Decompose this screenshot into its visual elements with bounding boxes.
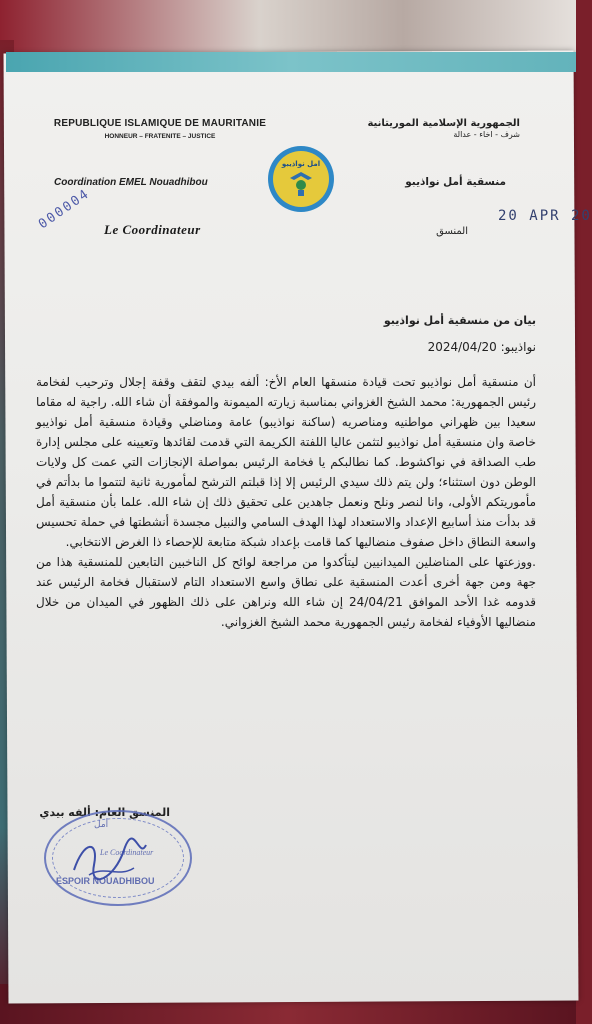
seal-bottom-text: ESPOIR NOUADHIBOU [56,876,155,886]
french-header-country: REPUBLIQUE ISLAMIQUE DE MAURITANIE [53,118,267,129]
seal-arabic-text: أمل [94,820,109,830]
french-header-motto: HONNEUR – FRATENITE – JUSTICE [104,133,216,140]
statement-title: بيان من منسقية أمل نواذيبو [383,314,536,327]
arabic-header-motto: شرف - اخاء - عدالة [453,130,520,139]
signer-name: المنسق العام: ألفه بيدي [39,806,170,819]
coordinateur-french: Le Coordinateur [104,222,201,237]
date-stamp: 20 APR 20 [498,208,592,224]
body-paragraph-2: .ووزعتها على المناضلين الميدانيين ليتأكدوا من مراجعة لوائح كل الناخبين التابعين للمنسقية هذا من جهة ومن جهة أخرى أعدت المنسقية على نطاق واسع الاستعداد التام لاستقبال فخامة الرئيس عند قدومه غدا الأحد الموافق 24/04/21 إن شاء الله ونراهن على ذلك الظهور في الميدان من خلال منضاليها الأوفياء لفخامة رئيس الجمهورية محمد الشيخ الغزواني. [36,555,537,629]
statement-body [36,372,536,632]
body-paragraph-1: أن منسقية أمل نواذيبو تحت قيادة منسقها العام الأخ: ألفه بيدي لتقف وقفة إجلال وترحيب لفخامة رئيس الجمهورية: محمد الشيخ الغزواني بمناسبة زيارته الميمونة والموفقة أن شاء الله. راجية له مقاما سعيدا بين ظهراني مواطنيه ومناصريه (ساكنة نواذيبو) عامة ومناضلي وقيادة منسقية أمل نواذيبو خاصة وان منسقية أمل نواذيبو لتثمن عاليا اللفتة الكريمة التي قدمت لقائدها وتعيينه على مجلس إدارة طب الصداقة في نواكشوط. كما نطالبكم يا فخامة الرئيس بمواصلة الإنجازات التي عمت كل ولايات الوطن دون استثناء؛ ولن يتم ذلك سيدي الرئيس إلا إذا قبلتم الترشح لمأمورية ثانية لتتموا ما بدأتم في مأموريتكم الأولى، وانا لنصر ونلح ونعمل جاهدين على تحقيق ذلك إن شاء الله. علما بأن منسقية أمل قد بدأت منذ أسابيع الإعداد والاستعداد لهذا الهدف السامي والنبيل مجسدة أنشطتها في حملة تحسيس واسعة النطاق داخل صفوف منضاليها كما قامت بإعداد شبكة متابعة للإحصاء ذا الغرض الانتخابي. [36,375,536,549]
statement-date: نواذيبو: 2024/04/20 [427,340,536,354]
arabic-header-country: الجمهورية الإسلامية الموريتانية [367,118,520,129]
logo-inner [273,151,329,207]
coordinateur-arabic: المنسق [436,226,468,237]
logo-text: امل نواذيبو [281,160,321,168]
seal-middle-text: Le Coordinateur [100,848,154,857]
logo-emblem-icon [284,168,318,198]
signature-scribble-icon [64,830,154,890]
coordination-french: Coordination EMEL Nouadhibou [54,177,208,188]
coordination-arabic: منسقية أمل نواذيبو [405,176,506,188]
paper-top-strip [6,52,576,72]
emel-logo-icon [268,146,334,212]
french-header [50,118,270,140]
arabic-header [350,118,520,139]
number-stamp: 000004 [36,186,93,233]
